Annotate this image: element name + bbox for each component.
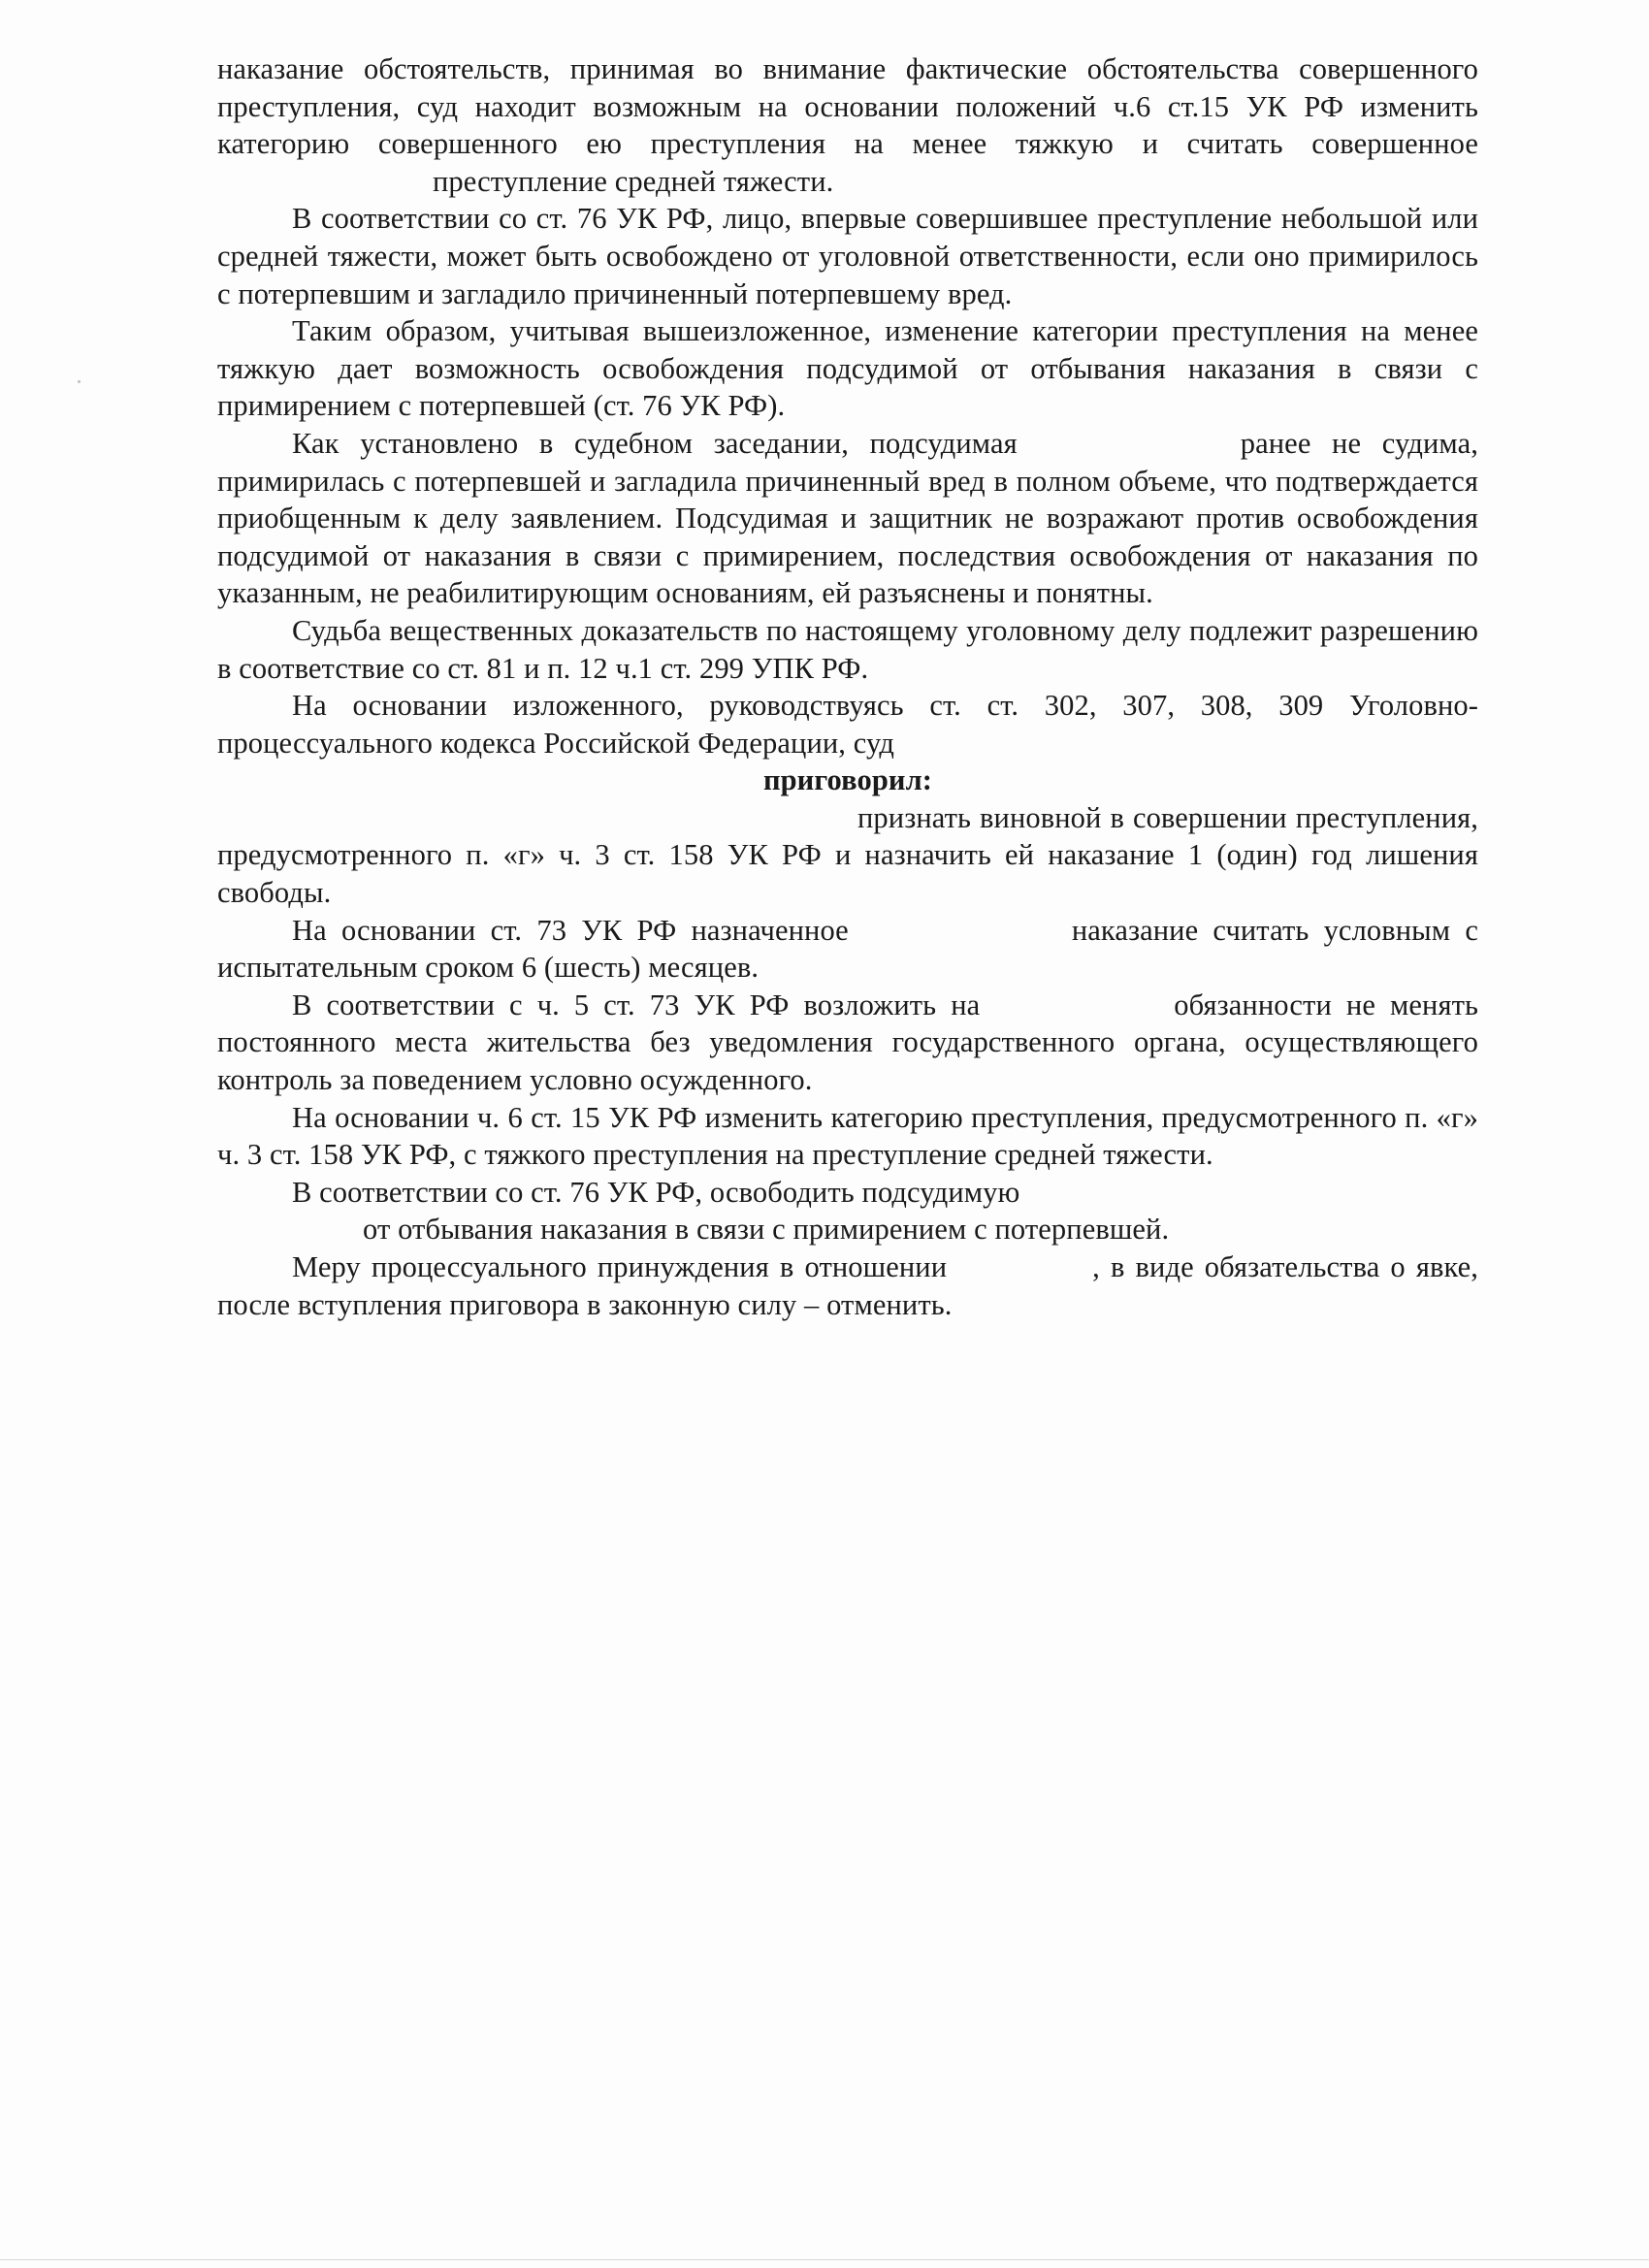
text-run: от отбывания наказания в связи с примирением с потерпевшей. xyxy=(363,1213,1170,1247)
paragraph-established-facts xyxy=(217,425,1478,612)
verdict-obligations xyxy=(217,987,1478,1099)
text-run: , в виде обязательства о явке, после вступления приговора в законную силу – отменить. xyxy=(217,1250,1478,1321)
verdict-release-continued xyxy=(217,1211,1478,1248)
verdict-measure-cancel xyxy=(217,1248,1478,1323)
text-run: наказание считать условным с испытательным сроком 6 (шесть) месяцев. xyxy=(217,913,1478,985)
text-run: Таким образом, учитывая вышеизложенное, изменение категории преступления на менее тяжкую дает возможность освобождения подсудимой от отбывания наказания в связи с примирением с потерпевшей (ст. 76 УК РФ). xyxy=(217,314,1478,423)
scan-speck xyxy=(78,380,81,383)
text-run: В соответствии со ст. 76 УК РФ, лицо, впервые совершившее преступление небольшой или средней тяжести, может быть освобождено от уголовной ответственности, если оно примирилось с потерпевшим и загладило причиненный потерпевшему вред. xyxy=(217,202,1478,310)
document-body xyxy=(217,50,1478,1323)
text-run: наказание обстоятельств, принимая во внимание фактические обстоятельства совершенного преступления, суд находит возможным на основании положений ч.6 ст.15 УК РФ изменить категорию совершенного ею преступления на менее тяжкую и считать совершенное xyxy=(217,52,1478,161)
text-run: обязанности не менять постоянного места жительства без уведомления государственного органа, осуществляющего контроль за поведением условно осужденного. xyxy=(217,988,1479,1097)
verdict-probation xyxy=(217,912,1478,987)
text-run: Меру процессуального принуждения в отношении xyxy=(292,1250,948,1283)
verdict-release xyxy=(217,1174,1478,1212)
verdict-guilty xyxy=(217,799,1478,912)
text-run: В соответствии с ч. 5 ст. 73 УК РФ возложить на xyxy=(292,988,981,1021)
paragraph-grounds xyxy=(217,687,1478,761)
text-run: На основании ст. 73 УК РФ назначенное xyxy=(292,913,849,947)
paragraph-category-change xyxy=(217,50,1478,200)
text-run: В соответствии со ст. 76 УК РФ, освободить подсудимую xyxy=(292,1175,1020,1209)
text-run: Судьба вещественных доказательств по настоящему уголовному делу подлежит разрешению в соответствие со ст. 81 и п. 12 ч.1 ст. 299 УПК РФ. xyxy=(217,613,1478,685)
paragraph-conclusion xyxy=(217,312,1478,425)
text-run: ранее не судима, примирилась с потерпевшей и загладила причиненный вред в полном объеме, что подтверждается приобщенным к делу заявлением. Подсудимая и защитник не возражают против освобождения подсудимой от наказания в связи с примирением, последствия освобождения от наказания по указанным, не реабилитирующим основаниям, ей разъяснены и понятны. xyxy=(217,426,1478,610)
text-run: преступление средней тяжести. xyxy=(433,164,834,198)
text-run: Как установлено в судебном заседании, подсудимая xyxy=(292,426,1018,460)
text-run: признать виновной в совершении преступления, предусмотренного п. «г» ч. 3 ст. 158 УК РФ и назначить ей наказание 1 (один) год лишения свободы. xyxy=(217,800,1478,910)
text-run: На основании изложенного, руководствуясь ст. ст. 302, 307, 308, 309 Уголовно-процессуального кодекса Российской Федерации, суд xyxy=(217,689,1478,760)
verdict-category xyxy=(217,1099,1478,1174)
text-run: На основании ч. 6 ст. 15 УК РФ изменить категорию преступления, предусмотренного п. «г» ч. 3 ст. 158 УК РФ, с тяжкого преступления на преступление средней тяжести. xyxy=(217,1100,1478,1172)
paragraph-evidence xyxy=(217,612,1478,687)
verdict-heading: приговорил: xyxy=(762,763,933,797)
paragraph-article-76 xyxy=(217,200,1478,312)
scan-edge-line xyxy=(0,2259,1649,2260)
